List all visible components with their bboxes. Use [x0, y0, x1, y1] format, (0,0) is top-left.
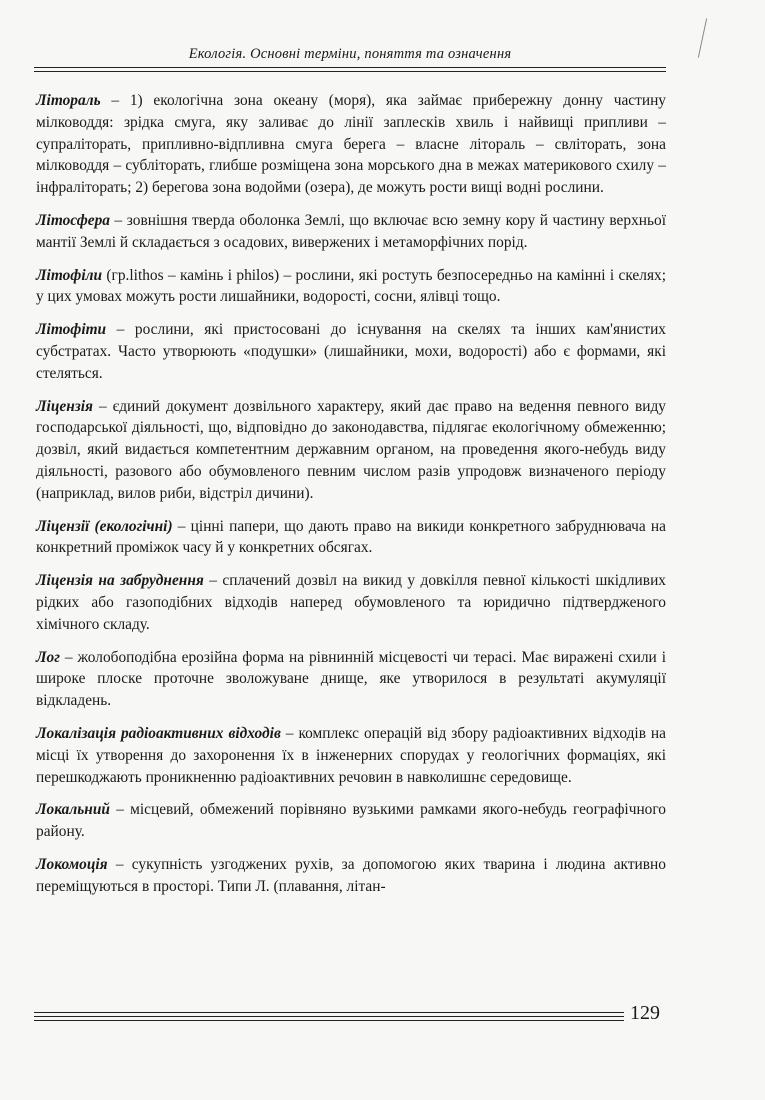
entry-definition: – зовнішня тверда оболонка Землі, що включає всю земну кору й частину верхньої мантії Землі й складається з осадових, вивержених і метаморфічних порід. — [36, 211, 666, 251]
entry-definition: – цінні папери, що дають право на викиди конкретного забруднювача на конкретний проміжок часу й у конкретних обсягах. — [36, 517, 666, 557]
entry-lokalnyi — [36, 799, 666, 843]
entry-definition: – 1) екологічна зона океану (моря), яка займає прибережну донну частину мілководдя: зрідка смуга, яку заливає до лінії заплесків хвиль і найвищі припливи – супраліторать, припливно-відпливна смуга берега – власне літораль – свліторать, зона мілководдя – субліторать, глибше розміщена зона морського дна в межах материкового схилу – інфраліторать; 2) берегова зона водойми (озера), де можуть рости вищі водні рослини. — [36, 92, 666, 197]
page-number: 129 — [630, 1002, 660, 1024]
entry-term: Літофіти — [36, 321, 107, 339]
header-rule-top — [34, 67, 666, 68]
entry-litsenziia — [36, 396, 666, 505]
entry-litofily — [36, 265, 666, 309]
entry-lokomotsiia — [36, 854, 666, 898]
entry-term: Літофіли — [36, 266, 103, 284]
entry-term: Лог — [36, 648, 60, 666]
entry-litosfera — [36, 210, 666, 254]
entry-definition: – місцевий, обмежений порівняно вузькими рамками якого-небудь географічного району. — [36, 801, 666, 841]
entry-definition: – жолобоподібна ерозійна форма на рівнинній місцевості чи терасі. Має виражені схили і широке плоске проточне зволожуване днище, яке утворилося в результаті акумуляції відкладень. — [36, 648, 666, 710]
entry-term: Ліцензії (екологічні) — [36, 517, 173, 535]
entry-lokalizatsiia — [36, 723, 666, 788]
entry-term: Локалізація радіоактивних відходів — [36, 724, 281, 742]
entry-term: Ліцензія — [36, 397, 93, 415]
entry-litoral — [36, 90, 666, 199]
footer-rules — [34, 1012, 624, 1024]
footer-rule — [34, 1012, 624, 1013]
entry-loh — [36, 647, 666, 712]
footer-rule — [34, 1016, 624, 1017]
glossary-entries — [36, 90, 666, 909]
entry-term: Літораль — [36, 92, 101, 109]
scan-mark — [698, 18, 707, 57]
header-rule-bottom — [34, 71, 666, 72]
entry-litsenziia-na-zabrudnennia — [36, 570, 666, 635]
entry-definition: (гр.lithos – камінь і philos) – рослини, які ростуть безпосередньо на камінні і скелях; у цих умовах можуть рости лишайники, водорості, сосни, ялівці тощо. — [36, 266, 666, 306]
entry-definition: – комплекс операцій від збору радіоактивних відходів на місці їх утворення до захоронення їх в інженерних спорудах у геологічних формаціях, які перешкоджають проникненню радіоактивних речовин в навколишнє середовище. — [36, 724, 667, 786]
entry-litofity — [36, 319, 666, 384]
entry-term: Локомоція — [36, 855, 108, 873]
entry-term: Локальний — [36, 801, 110, 819]
entry-term: Ліцензія на забруднення — [36, 572, 204, 590]
entry-definition: – єдиний документ дозвільного характеру, який дає право на ведення певного виду господарської діяльності, що, відповідно до законодавства, підлягає екологічному обмеженню; дозвіл, який видається компетентним державним органом, на проведення якого-небудь виду діяльності, разового або обумовленого певним числом разів упродовж визначеного періоду (наприклад, вилов риби, відстріл дичини). — [36, 397, 666, 502]
entry-definition: – сплачений дозвіл на викид у довкілля певної кількості шкідливих рідких або газоподібних відходів наперед обумовленого та юридично підтвердженого хімічного складу. — [36, 572, 666, 633]
entry-term: Літосфера — [36, 211, 110, 229]
entry-definition: – сукупність узгоджених рухів, за допомогою яких тварина і людина активно переміщуються в просторі. Типи Л. (плавання, літан- — [36, 855, 666, 895]
entry-definition: – рослини, які пристосовані до існування на скелях та інших кам'янистих субстратах. Часто утворюють «подушки» (лишайники, мохи, водорості) або є формами, які стеляться. — [36, 321, 666, 382]
entry-litsenzii-ekolohichni — [36, 516, 666, 560]
running-header: Екологія. Основні терміни, поняття та означення — [188, 46, 512, 62]
footer-rule — [34, 1020, 624, 1021]
